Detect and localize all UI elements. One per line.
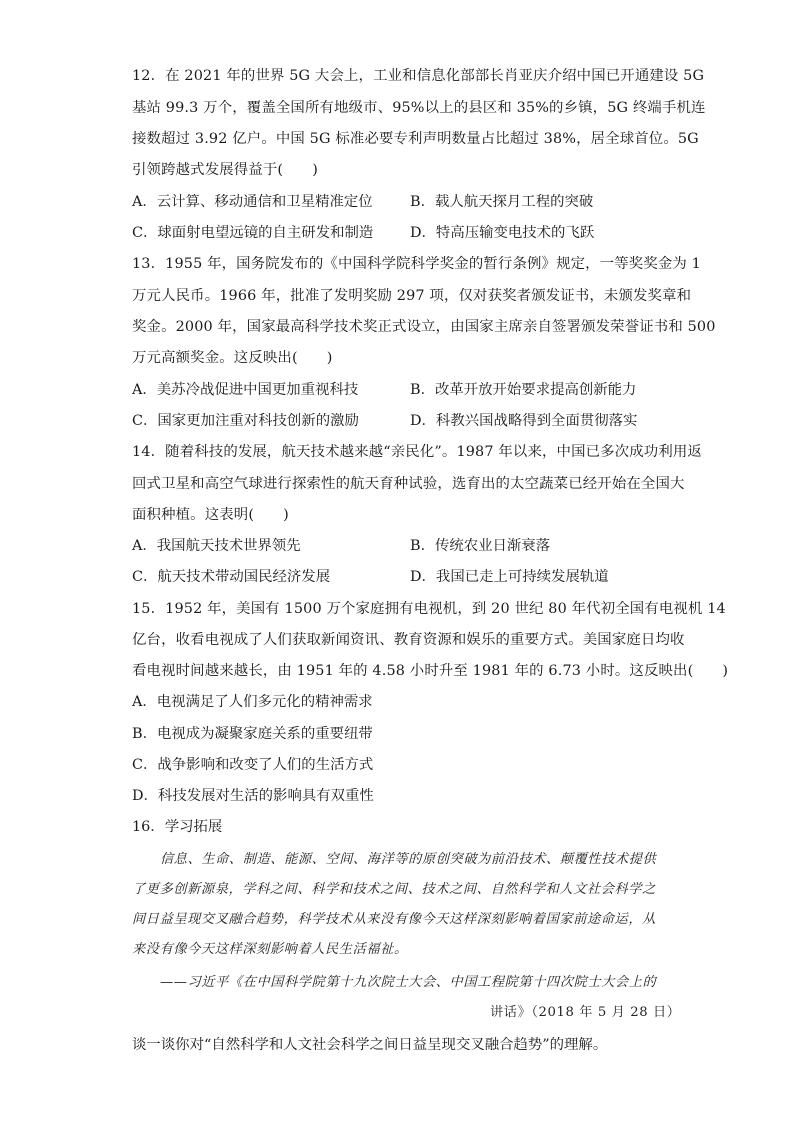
- question-13-line-1: 13．1955 年，国务院发布的《中国科学院科学奖金的暂行条例》规定，一等奖奖金为 1: [132, 256, 701, 272]
- question-15-option-c[interactable]: C．战争影响和改变了人们的生活方式: [132, 757, 374, 773]
- question-14-option-b[interactable]: B．传统农业日渐衰落: [410, 538, 551, 554]
- question-13-line-3: 奖金。2000 年，国家最高科学技术奖正式设立，由国家主席亲自签署颁发荣誉证书和 500: [132, 319, 716, 335]
- question-13-line-2: 万元人民币。1966 年，批准了发明奖励 297 项，仅对获奖者颁发证书，未颁发奖章和: [132, 288, 692, 304]
- question-12-line-4: 引领跨越式发展得益于( ): [132, 162, 319, 178]
- question-13-option-d[interactable]: D．科教兴国战略得到全面贯彻落实: [410, 413, 638, 429]
- question-15-line-2: 亿台，收看电视成了人们获取新闻资讯、教育资源和娱乐的重要方式。美国家庭日均收: [132, 632, 685, 648]
- question-13-option-c[interactable]: C．国家更加注重对科技创新的激励: [132, 413, 359, 429]
- question-15-line-1: 15．1952 年，美国有 1500 万个家庭拥有电视机，到 20 世纪 80 年代初全国有电视机 14: [132, 601, 726, 617]
- question-16-title: 16．学习拓展: [132, 819, 223, 835]
- question-14-option-d[interactable]: D．我国已走上可持续发展轨道: [410, 569, 609, 585]
- question-14-option-a[interactable]: A．我国航天技术世界领先: [132, 538, 301, 554]
- question-14-line-2: 回式卫星和高空气球进行探索性的航天育种试验，选育出的太空蔬菜已经开始在全国大: [132, 476, 685, 492]
- question-15-option-d[interactable]: D．科技发展对生活的影响具有双重性: [132, 788, 374, 804]
- question-13-option-a[interactable]: A．美苏冷战促进中国更加重视科技: [132, 382, 359, 398]
- quote-line-4: 来没有像今天这样深刻影响着人民生活福祉。: [132, 942, 408, 957]
- quote-source-line-1: ——习近平《在中国科学院第十九次院士大会、中国工程院第十四次院士大会上的: [160, 975, 657, 990]
- quote-source-line-2: 讲话》（2018 年 5 月 28 日）: [490, 1005, 681, 1020]
- question-13-line-4: 万元高额奖金。这反映出( ): [132, 350, 333, 366]
- quote-line-2: 了更多创新源泉，学科之间、科学和技术之间、技术之间、自然科学和人文社会科学之: [132, 882, 656, 897]
- question-12-option-c[interactable]: C．球面射电望远镜的自主研发和制造: [132, 225, 374, 241]
- question-15-option-a[interactable]: A．电视满足了人们多元化的精神需求: [132, 694, 373, 710]
- question-15-line-3: 看电视时间越来越长，由 1951 年的 4.58 小时升至 1981 年的 6.73 小时。这反映出( ): [132, 663, 729, 679]
- quote-line-3: 间日益呈现交叉融合趋势，科学技术从来没有像今天这样深刻影响着国家前途命运，从: [132, 912, 656, 927]
- question-14-line-1: 14．随着科技的发展，航天技术越来越“亲民化”。1987 年以来，中国已多次成功利用返: [132, 444, 702, 460]
- question-12-line-3: 接数超过 3.92 亿户。中国 5G 标准必要专利声明数量占比超过 38%，居全球首位。5G: [132, 131, 699, 147]
- question-14-option-c[interactable]: C．航天技术带动国民经济发展: [132, 569, 331, 585]
- question-12-line-1: 12．在 2021 年的世界 5G 大会上，工业和信息化部部长肖亚庆介绍中国已开通建设 5G: [132, 68, 705, 84]
- question-12-option-b[interactable]: B．载人航天探月工程的突破: [410, 194, 594, 210]
- question-12-option-d[interactable]: D．特高压输变电技术的飞跃: [410, 225, 595, 241]
- question-14-line-3: 面积种植。这表明( ): [132, 507, 289, 523]
- quote-line-1: 信息、生命、制造、能源、空间、海洋等的原创突破为前沿技术、颠覆性技术提供: [160, 852, 657, 867]
- question-12-line-2: 基站 99.3 万个，覆盖全国所有地级市、95%以上的县区和 35%的乡镇，5G 终端手机连: [132, 100, 706, 116]
- question-16-prompt: 谈一谈你对“自然科学和人文社会科学之间日益呈现交叉融合趋势”的理解。: [132, 1037, 608, 1053]
- question-13-option-b[interactable]: B．改革开放开始要求提高创新能力: [410, 382, 637, 398]
- question-12-option-a[interactable]: A．云计算、移动通信和卫星精准定位: [132, 194, 373, 210]
- question-15-option-b[interactable]: B．电视成为凝聚家庭关系的重要纽带: [132, 726, 373, 742]
